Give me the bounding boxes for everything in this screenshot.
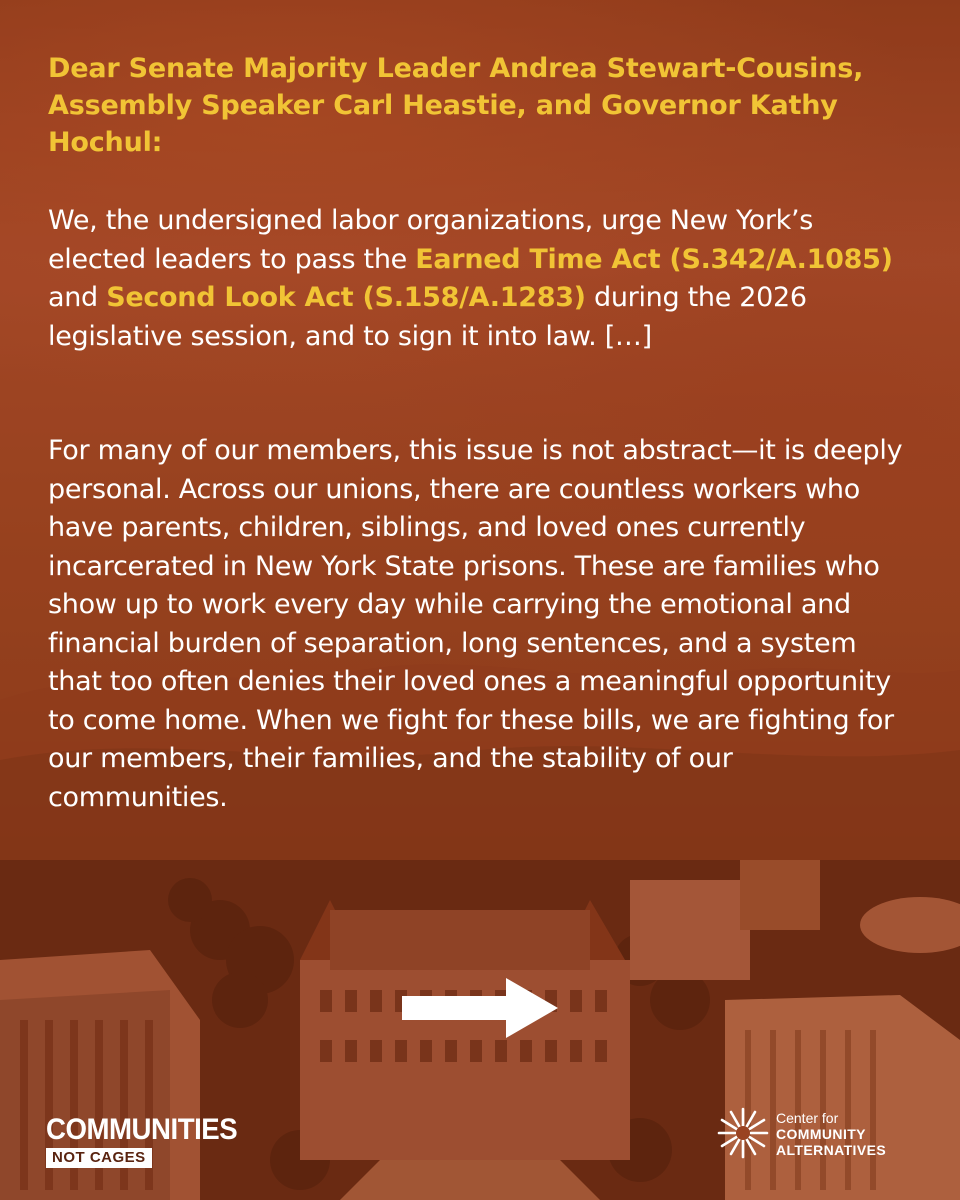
logo-text-line1: COMMUNITIES	[46, 1113, 238, 1146]
letter-paragraph-request	[48, 202, 918, 356]
logo-text-line3: ALTERNATIVES	[776, 1142, 887, 1158]
paragraph-text: and	[48, 282, 107, 313]
logo-wordmark	[776, 1110, 886, 1158]
paragraph-text: We, the undersigned labor organizations, urge New York’s elected leaders to pass the	[48, 205, 814, 275]
arrow-right-icon	[402, 978, 558, 1038]
paragraph-text: during the 2026 legislative session, and to sign it into law. […]	[48, 282, 807, 352]
letter-salutation: Dear Senate Majority Leader Andrea Stewart-Cousins, Assembly Speaker Carl Heastie, and Governor Kathy Hochul:	[48, 53, 864, 158]
logo-text-line2: COMMUNITY	[776, 1126, 866, 1142]
bill-name-second-look-act: Second Look Act (S.158/A.1283)	[106, 282, 586, 313]
center-for-community-alternatives-logo	[716, 1106, 926, 1166]
logo-text-line2: NOT CAGES	[46, 1148, 152, 1168]
letter-paragraph-personal: For many of our members, this issue is not abstract—it is deeply personal. Across our unions, there are countless workers who have parents, children, siblings, and loved ones currently incarcerated in New York State prisons. These are families who show up to work every day while carrying the emotional and financial burden of separation, long sentences, and a system that too often denies their loved ones a meaningful opportunity to come home. When we fight for these bills, we are fighting for our members, their families, and the stability of our communities.	[48, 435, 903, 813]
bill-name-earned-time-act: Earned Time Act (S.342/A.1085)	[415, 243, 893, 275]
communities-not-cages-logo	[46, 1114, 236, 1168]
logo-text-line1: Center for	[776, 1110, 839, 1126]
sunburst-icon	[716, 1106, 770, 1160]
